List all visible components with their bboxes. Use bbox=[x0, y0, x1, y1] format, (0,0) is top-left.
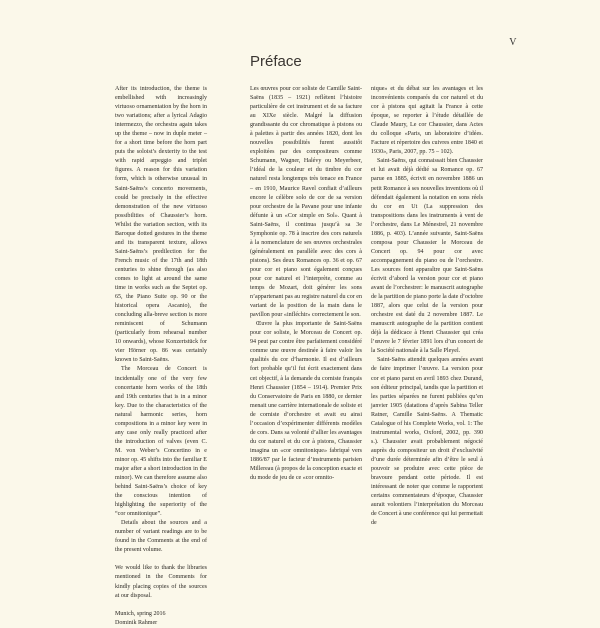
english-preface-column bbox=[115, 85, 207, 628]
paragraph: nique» et du débat sur les avantages et les inconvénients comparés du cor naturel et du cor à pistons qui agitait la France à cette époque, se reporter à l’étude détaillée de Claude Maury, Le cor Chaussier, dans Actes du colloque «Paris, un laboratoire d’idées. Facture et répertoire des cuivres entre 1840 et 1930», Paris, 2007, pp. 75 – 102). bbox=[371, 86, 483, 156]
signature-block bbox=[115, 610, 207, 628]
paragraph: Saint-Saëns, qui connaissait bien Chaussier et lui avait déjà dédié sa Romance op. 67 parue en 1885, écrivit en novembre 1886 un petit Romance à ses nouvelles inventions où il défendait également la notation en sons réels du cor en Ut (La suppression des transpositions dans les instruments à vent de l’orchestre, dans Le Ménestrel, 21 novembre 1886, p. 403). L’année suivante, Saint-Saëns composa pour Chaussier le Morceau de Concert op. 94 pour cor avec accompagnement du piano ou de l’orchestre. Les sources font apparaître que Saint-Saëns écrivit d’abord la version pour cor et piano avant de l’orchestrer: le manuscrit autographe de la partition de piano porte la date d’octobre 1887, alors que celui de la version pour orchestre est daté du 2 novembre 1887. Le manuscrit autographe de la partition contient déjà la dédicace à Henri Chaussier qui créa l’œuvre le 7 février 1891 lors d’un concert de la Société nationale à la Salle Pleyel. bbox=[371, 158, 484, 355]
paragraph: Œuvre la plus importante de Saint-Saëns pour cor soliste, le Morceau de Concert op. 94 peut par contre être parfaitement considéré comme une œuvre destinée à faire valoir les qualités du cor d’harmonie. Il est d’ailleurs fort probable qu’il fut écrit exactement dans cet objectif, à la demande du corniste français Henri Chaussier (1854 – 1914). Premier Prix du Conservatoire de Paris en 1880, ce dernier menait une carrière internationale de soliste et de corniste d’orchestre et avait eu ainsi l’occasion d’expérimenter différents modèles de cors. Dans sa volonté d’allier les avantages du cor naturel et du cor à pistons, Chaussier imagina un «cor omnitonique» fabriqué vers 1886/87 par le facteur d’instruments parisien Millereau (à propos de la conception exacte et du mode de jeu de ce «cor omnito- bbox=[250, 321, 362, 482]
signature-place-date: Munich, spring 2016 bbox=[115, 610, 166, 617]
section-heading: Préface bbox=[250, 53, 302, 70]
french-preface-column-2 bbox=[371, 85, 483, 528]
acknowledgements: We would like to thank the libraries mentioned in the Comments for kindly placing copies of the sources at our disposal. bbox=[115, 565, 207, 599]
french-preface-column-1 bbox=[250, 85, 362, 483]
paragraph: Les œuvres pour cor soliste de Camille Saint-Saëns (1835 – 1921) reflètent l’histoire particulière de cet instrument et de sa facture au XIXe siècle. Malgré la diffusion grandissante du cor chromatique à pistons ou à palettes à partir des années 1820, dont les nouvelles possibilités furent aussitôt exploitées par des compositeurs comme Schumann, Wagner, Halévy ou Meyerbeer, l’idéal de la couleur et du timbre du cor naturel resta longtemps très tenace en France – en 1910, Maurice Ravel confiait d’ailleurs encore le célèbre solo de cor de sa version pour orchestre de la Pavane pour une infante défunte à un «Cor simple en Sol». Quant à Saint-Saëns, il continua jusqu’à sa 3e Symphonie op. 78 à inscrire des cors naturels à la nomenclature de ses œuvres orchestrales (généralement en parallèle avec des cors à pistons). Ses deux Romances op. 36 et op. 67 pour cor et piano sont également conçues pour cor naturel et l’interprète, comme au temps de Mozart, doit générer les sons n’appartenant pas au registre naturel du cor en variant de la position de la main dans le pavillon pour «infléchir» correctement le son. bbox=[250, 86, 362, 319]
signature-name: Dominik Rahmer bbox=[115, 619, 158, 626]
paragraph: Details about the sources and a number of variant readings are to be found in the Comments at the end of the present volume. bbox=[115, 520, 207, 554]
page-number: V bbox=[509, 37, 517, 48]
paragraph: After its introduction, the theme is embellished with increasingly virtuoso ornamentation by the horn in two variations; after a lyrical Adagio intermezzo, the orchestra again takes up the theme – now in duple meter – for a short time before the horn part puts the soloist’s dexterity to the test with rapid arpeggio and triplet figures. A reason for this variation form, which is otherwise unusual in Saint-Saëns’s concerto movements, could be precisely in the effective demonstration of the new virtuoso possibilities of Chaussier’s horn. Whilst the variation section, with its Baroque dotted gestures in the theme and its transparent texture, allows Saint-Saëns’s predilection for the French music of the 17th and 18th centuries to shine through (as also comes to light at around the same time in works such as the Septet op. 65, the Piano Suite op. 90 or the historical opera Ascanio), the concluding alla-breve section is more reminiscent of Schumann (particularly from rehearsal number 10 onwards), whose Konzertstück for vier Hörner op. 86 was certainly known to Saint-Saëns. bbox=[115, 86, 207, 364]
paragraph: Saint-Saëns attendit quelques années avant de faire imprimer l’œuvre. La version pour cor et piano parut en avril 1893 chez Durand, son éditeur principal, tandis que la partition et les parties séparées ne furent publiées qu’en janvier 1905 (datations d’après Sabina Teller Ratner, Camille Saint-Saëns. A Thematic Catalogue of his Complete Works, vol. 1: The instrumental works, Oxford, 2002, pp. 390 s.). Chaussier avait probablement négocié auprès du compositeur un droit d’exclusivité d’une durée déterminée afin d’être le seul à pouvoir se produire avec cette pièce de bravoure pendant cette période. Il est intéressant de noter que comme le rapportent certains commentateurs d’époque, Chaussier aurait volontiers l’interprétation du Morceau de Concert à une conférence qui lui permettait de bbox=[371, 357, 483, 527]
paragraph: The Morceau de Concert is incidentally one of the very few concertante horn works of the 18th and 19th centuries that is in a minor key. Due to the characteristics of the natural harmonic series, horn compositions in a minor key were in any case only really practiced after the introduction of valves (even C. M. von Weber’s Concertino in e minor op. 45 shifts into the familiar E major after a short introduction in the minor). We can therefore assume also behind Saint-Saëns’s choice of key the conscious intention of highlighting the superiority of the “cor omnitonique”. bbox=[115, 366, 207, 518]
